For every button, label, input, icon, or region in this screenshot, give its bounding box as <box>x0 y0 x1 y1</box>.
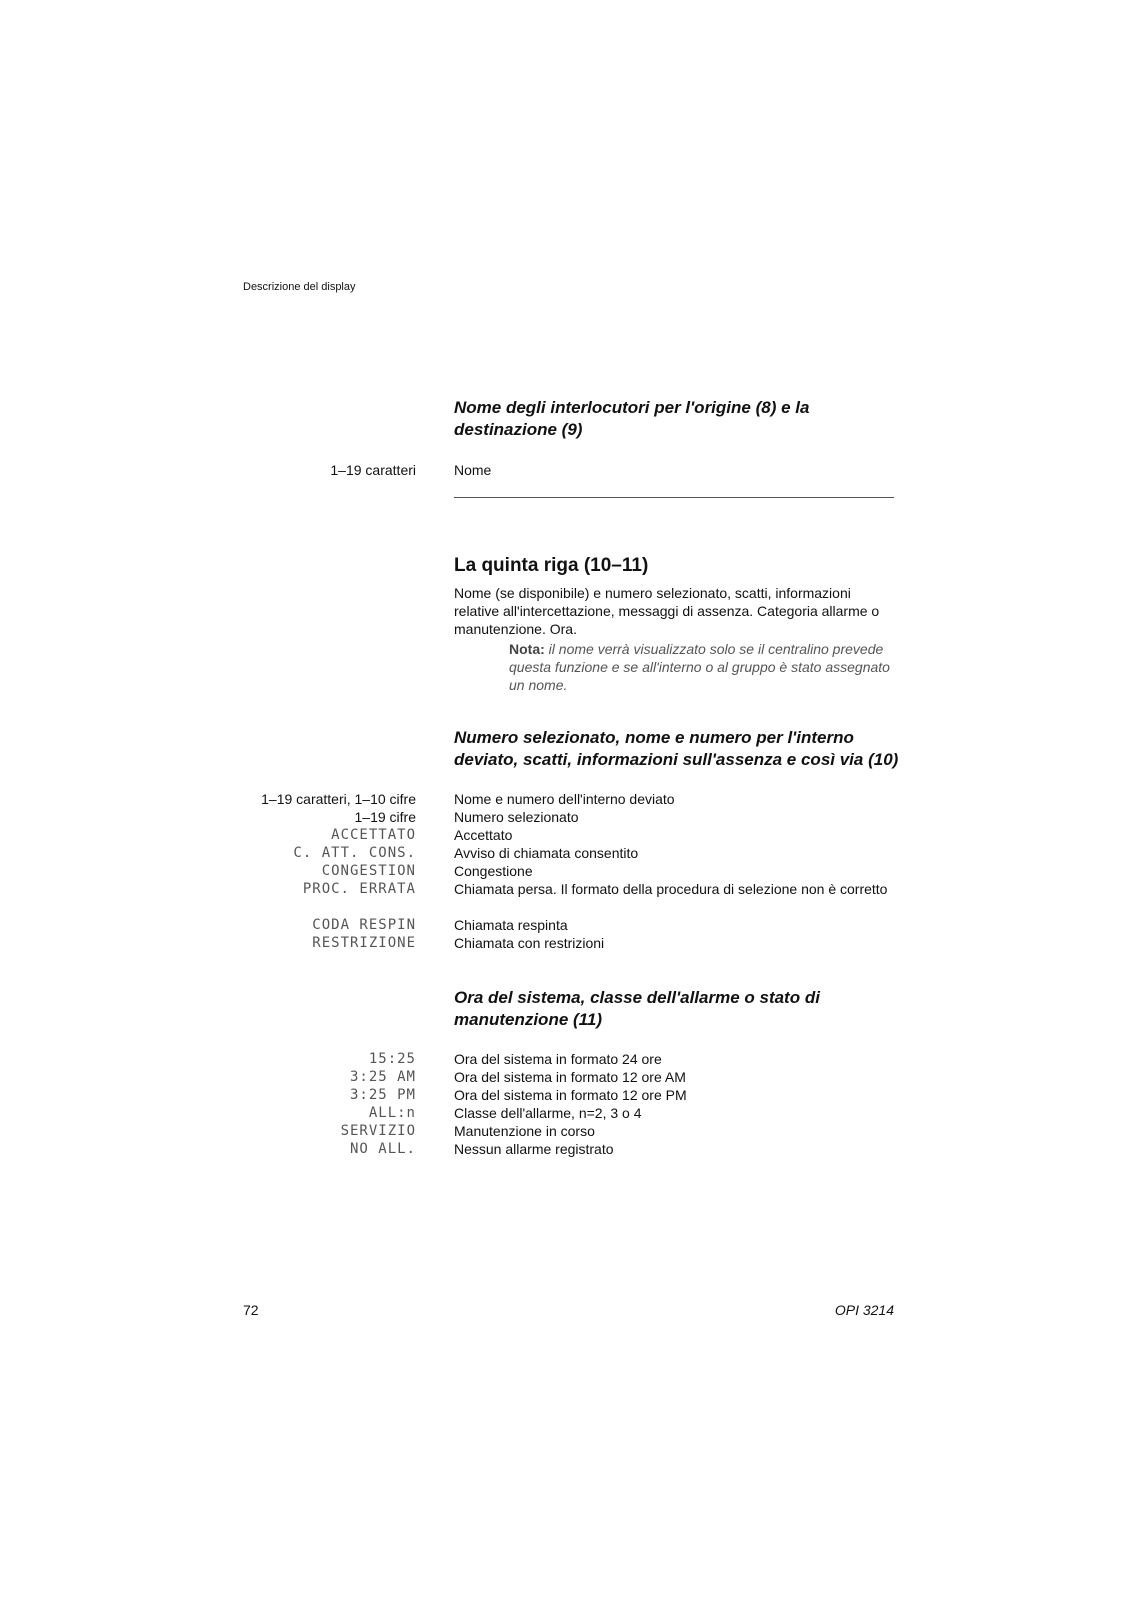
lcd-code: 15:25 <box>368 1051 416 1067</box>
row-desc: Nessun allarme registrato <box>454 1141 614 1157</box>
row-desc: Nome <box>454 462 492 478</box>
row-label: 1–19 caratteri <box>330 462 416 478</box>
row-desc: Nome e numero dell'interno deviato <box>454 791 675 807</box>
row-desc: Ora del sistema in formato 24 ore <box>454 1051 662 1067</box>
note <box>509 640 894 694</box>
section-title-fifth-row: La quinta riga (10–11) <box>454 555 649 576</box>
row-desc: Classe dell'allarme, n=2, 3 o 4 <box>454 1105 642 1121</box>
lcd-code: SERVIZIO <box>340 1123 416 1139</box>
lcd-code: 3:25 PM <box>349 1087 416 1103</box>
running-header: Descrizione del display <box>243 281 356 293</box>
row-desc: Numero selezionato <box>454 809 579 825</box>
row-label: 1–19 cifre <box>354 809 416 825</box>
lcd-code: RESTRIZIONE <box>312 935 416 951</box>
lcd-code: 3:25 AM <box>349 1069 416 1085</box>
lcd-code: ACCETTATO <box>331 827 416 843</box>
row-desc: Ora del sistema in formato 12 ore PM <box>454 1087 687 1103</box>
section-title-system-time: Ora del sistema, classe dell'allarme o stato di manutenzione (11) <box>454 988 820 1029</box>
divider <box>454 497 894 498</box>
section-title-names: Nome degli interlocutori per l'origine (8) e la destinazione (9) <box>454 398 810 439</box>
section-paragraph: Nome (se disponibile) e numero selezionato, scatti, informazioni relative all'intercettazione, messaggi di assenza. Categoria allarme o manutenzione. Ora. <box>454 585 880 637</box>
row-desc: Manutenzione in corso <box>454 1123 595 1139</box>
row-desc: Accettato <box>454 827 513 843</box>
product-name: OPI 3214 <box>834 1302 894 1318</box>
section-title-dialed-number: Numero selezionato, nome e numero per l'interno deviato, scatti, informazioni sull'assenza e così via (10) <box>454 728 899 769</box>
row-desc: Chiamata respinta <box>454 917 568 933</box>
row-desc: Chiamata persa. Il formato della procedura di selezione non è corretto <box>454 881 888 897</box>
row-desc: Ora del sistema in formato 12 ore AM <box>454 1069 686 1085</box>
page-number: 72 <box>243 1302 259 1318</box>
lcd-code: C. ATT. CONS. <box>293 845 416 861</box>
note-text: il nome verrà visualizzato solo se il centralino prevede questa funzione e se all'interno o al gruppo è stato assegnato un nome. <box>509 641 890 693</box>
row-label: 1–19 caratteri, 1–10 cifre <box>261 791 416 807</box>
lcd-code: NO ALL. <box>349 1141 416 1157</box>
note-label: Nota: <box>509 641 545 657</box>
lcd-code: PROC. ERRATA <box>302 881 416 897</box>
row-desc: Chiamata con restrizioni <box>454 935 605 951</box>
lcd-code: ALL:n <box>368 1105 416 1121</box>
lcd-code: CODA RESPIN <box>312 917 416 933</box>
lcd-code: CONGESTION <box>321 863 416 879</box>
row-desc: Congestione <box>454 863 533 879</box>
row-desc: Avviso di chiamata consentito <box>454 845 639 861</box>
